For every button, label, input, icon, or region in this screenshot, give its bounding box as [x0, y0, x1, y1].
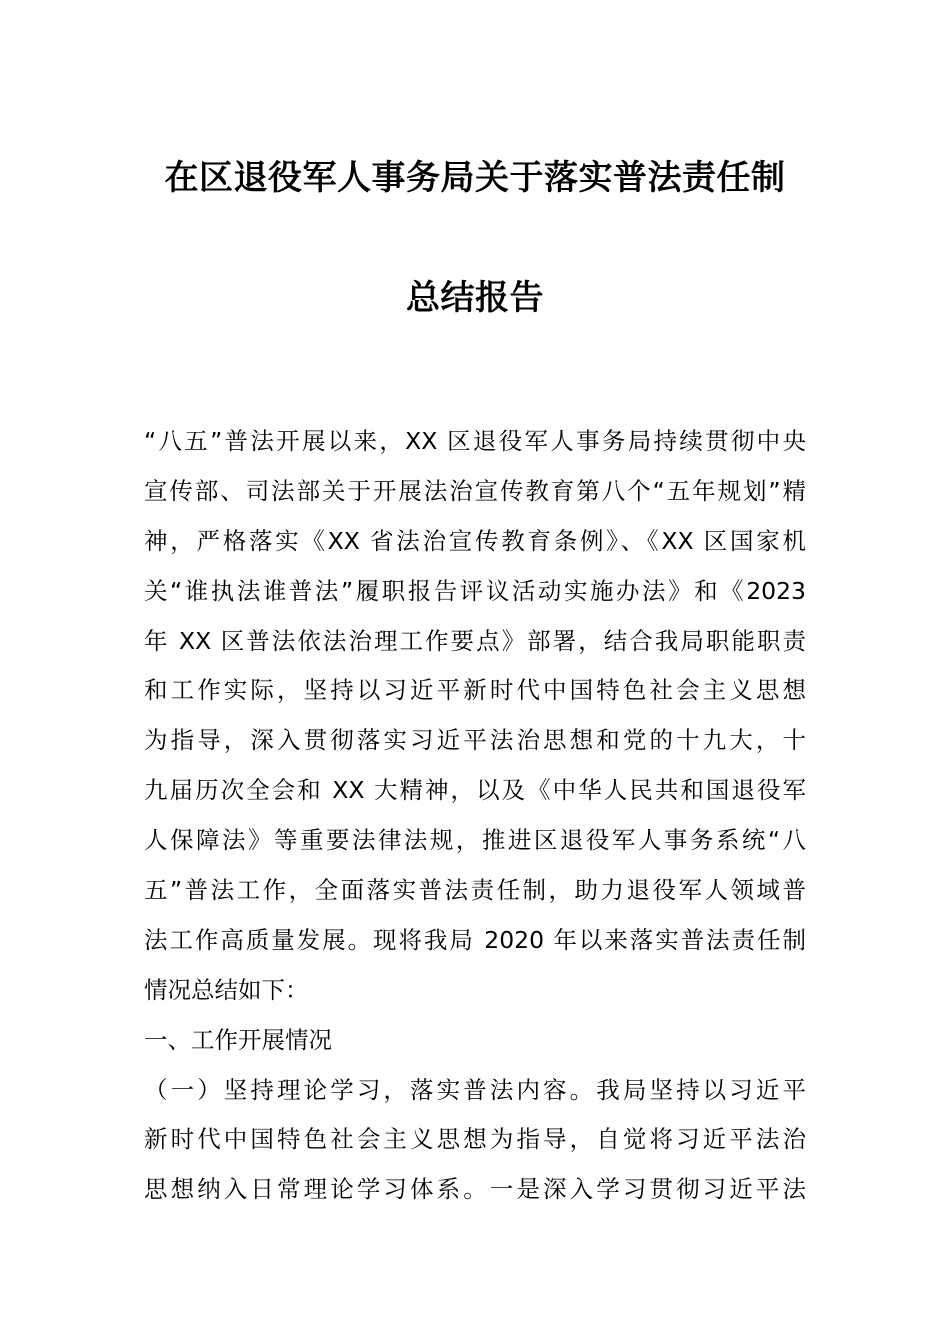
body-text-line: 思想纳入日常理论学习体系。一是深入学习贯彻习近平法: [144, 1175, 806, 1204]
body-text-line: 人保障法》等重要法律法规，推进区退役军人事务系统“八: [144, 826, 806, 855]
body-text-line: 九届历次全会和 XX 大精神，以及《中华人民共和国退役军: [144, 776, 806, 805]
body-text-line: 为指导，深入贯彻落实习近平法治思想和党的十九大，十: [144, 726, 806, 755]
body-text-line: 情况总结如下：: [144, 975, 309, 1004]
body-text-line: 年 XX 区普法依法治理工作要点》部署，结合我局职能职责: [144, 626, 806, 655]
body-text-line: 宣传部、司法部关于开展法治宣传教育第八个“五年规划”精: [144, 476, 806, 505]
body-text-line: 新时代中国特色社会主义思想为指导，自觉将习近平法治: [144, 1125, 806, 1154]
body-text-line: 和工作实际，坚持以习近平新时代中国特色社会主义思想: [144, 676, 806, 705]
body-text-line: 一、工作开展情况: [144, 1025, 332, 1054]
body-text-line: 神，严格落实《XX 省法治宣传教育条例》、《XX 区国家机: [144, 526, 806, 555]
body-text-line: （一）坚持理论学习，落实普法内容。我局坚持以习近平: [144, 1075, 806, 1104]
document-body: [144, 417, 806, 1215]
body-text-line: 五”普法工作，全面落实普法责任制，助力退役军人领域普: [144, 876, 806, 905]
document-title-line-2: 总结报告: [406, 278, 544, 318]
body-text-line: “八五”普法开展以来，XX 区退役军人事务局持续贯彻中央: [144, 427, 806, 455]
document-title-line-1: 在区退役军人事务局关于落实普法责任制: [164, 158, 786, 198]
body-text-line: 法工作高质量发展。现将我局 2020 年以来落实普法责任制: [144, 925, 806, 954]
body-text-line: 关“谁执法谁普法”履职报告评议活动实施办法》和《2023: [144, 576, 806, 605]
